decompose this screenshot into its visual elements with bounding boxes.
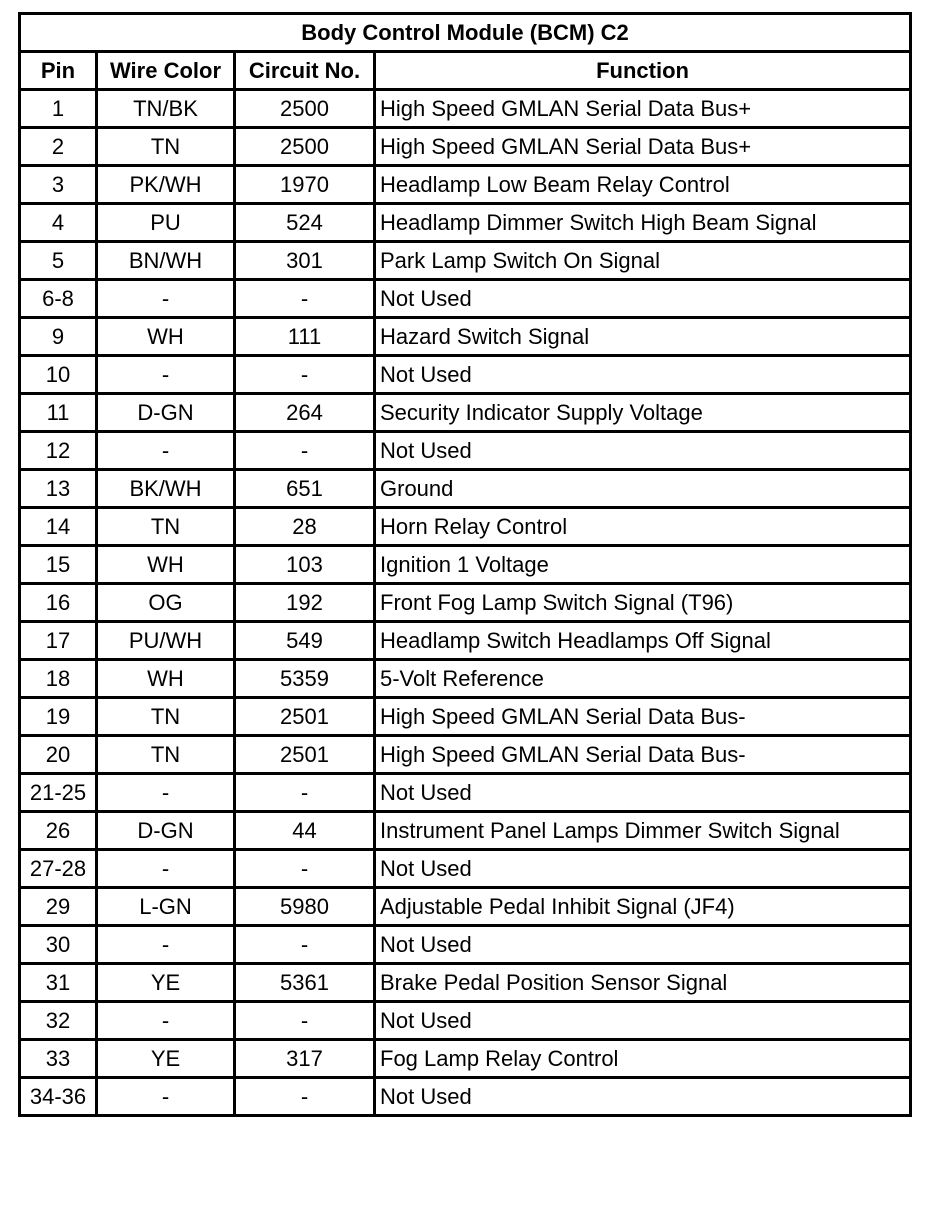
pin-cell: 21-25 [20, 774, 97, 812]
function-cell: Brake Pedal Position Sensor Signal [375, 964, 911, 1002]
pin-cell: 16 [20, 584, 97, 622]
table-row [20, 850, 911, 888]
circuit-no-cell: - [235, 774, 375, 812]
table-header-row [20, 52, 911, 90]
table-row [20, 470, 911, 508]
pin-cell: 30 [20, 926, 97, 964]
function-cell: Ground [375, 470, 911, 508]
wire-color-cell: L-GN [97, 888, 235, 926]
function-cell: Fog Lamp Relay Control [375, 1040, 911, 1078]
circuit-no-cell: - [235, 432, 375, 470]
function-cell: Horn Relay Control [375, 508, 911, 546]
pin-cell: 29 [20, 888, 97, 926]
table-row [20, 280, 911, 318]
function-cell: Adjustable Pedal Inhibit Signal (JF4) [375, 888, 911, 926]
header-wire-color: Wire Color [97, 52, 235, 90]
circuit-no-cell: 103 [235, 546, 375, 584]
circuit-no-cell: 5980 [235, 888, 375, 926]
wire-color-cell: - [97, 1078, 235, 1116]
connector-pinout-table [18, 12, 912, 1117]
table-row [20, 394, 911, 432]
wire-color-cell: D-GN [97, 812, 235, 850]
pin-cell: 13 [20, 470, 97, 508]
wire-color-cell: TN [97, 698, 235, 736]
circuit-no-cell: 192 [235, 584, 375, 622]
pin-cell: 2 [20, 128, 97, 166]
table-row [20, 508, 911, 546]
wire-color-cell: D-GN [97, 394, 235, 432]
table-row [20, 356, 911, 394]
function-cell: Headlamp Switch Headlamps Off Signal [375, 622, 911, 660]
function-cell: Hazard Switch Signal [375, 318, 911, 356]
wire-color-cell: PK/WH [97, 166, 235, 204]
pin-cell: 19 [20, 698, 97, 736]
function-cell: Security Indicator Supply Voltage [375, 394, 911, 432]
function-cell: Not Used [375, 356, 911, 394]
wire-color-cell: - [97, 356, 235, 394]
circuit-no-cell: - [235, 1078, 375, 1116]
circuit-no-cell: 5361 [235, 964, 375, 1002]
pin-cell: 18 [20, 660, 97, 698]
function-cell: Not Used [375, 850, 911, 888]
function-cell: Headlamp Dimmer Switch High Beam Signal [375, 204, 911, 242]
pin-cell: 31 [20, 964, 97, 1002]
pin-cell: 27-28 [20, 850, 97, 888]
table-row [20, 698, 911, 736]
table-row [20, 660, 911, 698]
function-cell: High Speed GMLAN Serial Data Bus+ [375, 128, 911, 166]
header-circuit-no: Circuit No. [235, 52, 375, 90]
circuit-no-cell: 549 [235, 622, 375, 660]
circuit-no-cell: 111 [235, 318, 375, 356]
header-function: Function [375, 52, 911, 90]
table-row [20, 812, 911, 850]
function-cell: Not Used [375, 774, 911, 812]
circuit-no-cell: 44 [235, 812, 375, 850]
function-cell: High Speed GMLAN Serial Data Bus+ [375, 90, 911, 128]
wire-color-cell: TN/BK [97, 90, 235, 128]
table-body [20, 90, 911, 1116]
circuit-no-cell: - [235, 1002, 375, 1040]
table-row [20, 1002, 911, 1040]
table-row [20, 90, 911, 128]
wire-color-cell: - [97, 280, 235, 318]
table-row [20, 166, 911, 204]
circuit-no-cell: - [235, 926, 375, 964]
pin-cell: 32 [20, 1002, 97, 1040]
function-cell: Not Used [375, 280, 911, 318]
table-row [20, 242, 911, 280]
pin-cell: 3 [20, 166, 97, 204]
table-row [20, 964, 911, 1002]
pin-cell: 12 [20, 432, 97, 470]
table-row [20, 204, 911, 242]
wire-color-cell: TN [97, 736, 235, 774]
wire-color-cell: BK/WH [97, 470, 235, 508]
table-row [20, 1078, 911, 1116]
wire-color-cell: - [97, 432, 235, 470]
pin-cell: 20 [20, 736, 97, 774]
function-cell: Headlamp Low Beam Relay Control [375, 166, 911, 204]
header-pin: Pin [20, 52, 97, 90]
table-row [20, 318, 911, 356]
circuit-no-cell: 2500 [235, 128, 375, 166]
table-row [20, 888, 911, 926]
circuit-no-cell: 28 [235, 508, 375, 546]
table-title-row [20, 14, 911, 52]
pin-cell: 11 [20, 394, 97, 432]
function-cell: High Speed GMLAN Serial Data Bus- [375, 736, 911, 774]
function-cell: Instrument Panel Lamps Dimmer Switch Signal [375, 812, 911, 850]
circuit-no-cell: 2501 [235, 736, 375, 774]
wire-color-cell: PU [97, 204, 235, 242]
wire-color-cell: BN/WH [97, 242, 235, 280]
circuit-no-cell: - [235, 356, 375, 394]
function-cell: Ignition 1 Voltage [375, 546, 911, 584]
circuit-no-cell: 5359 [235, 660, 375, 698]
circuit-no-cell: 301 [235, 242, 375, 280]
pin-cell: 4 [20, 204, 97, 242]
pin-cell: 14 [20, 508, 97, 546]
circuit-no-cell: 524 [235, 204, 375, 242]
function-cell: Park Lamp Switch On Signal [375, 242, 911, 280]
wire-color-cell: YE [97, 964, 235, 1002]
circuit-no-cell: 1970 [235, 166, 375, 204]
function-cell: High Speed GMLAN Serial Data Bus- [375, 698, 911, 736]
wire-color-cell: PU/WH [97, 622, 235, 660]
circuit-no-cell: 2500 [235, 90, 375, 128]
circuit-no-cell: 651 [235, 470, 375, 508]
table-row [20, 128, 911, 166]
table-row [20, 1040, 911, 1078]
wire-color-cell: WH [97, 318, 235, 356]
pin-cell: 17 [20, 622, 97, 660]
pin-cell: 34-36 [20, 1078, 97, 1116]
circuit-no-cell: 2501 [235, 698, 375, 736]
table-row [20, 622, 911, 660]
wire-color-cell: WH [97, 546, 235, 584]
table-row [20, 584, 911, 622]
wire-color-cell: YE [97, 1040, 235, 1078]
circuit-no-cell: - [235, 280, 375, 318]
wire-color-cell: TN [97, 128, 235, 166]
wire-color-cell: WH [97, 660, 235, 698]
pin-cell: 6-8 [20, 280, 97, 318]
circuit-no-cell: 317 [235, 1040, 375, 1078]
pin-cell: 15 [20, 546, 97, 584]
table-title: Body Control Module (BCM) C2 [20, 14, 911, 52]
pin-cell: 26 [20, 812, 97, 850]
function-cell: 5-Volt Reference [375, 660, 911, 698]
wire-color-cell: - [97, 774, 235, 812]
wire-color-cell: - [97, 1002, 235, 1040]
circuit-no-cell: - [235, 850, 375, 888]
wire-color-cell: - [97, 926, 235, 964]
function-cell: Not Used [375, 1078, 911, 1116]
wire-color-cell: - [97, 850, 235, 888]
pin-cell: 1 [20, 90, 97, 128]
pin-cell: 5 [20, 242, 97, 280]
function-cell: Front Fog Lamp Switch Signal (T96) [375, 584, 911, 622]
pin-cell: 10 [20, 356, 97, 394]
pin-cell: 33 [20, 1040, 97, 1078]
pin-cell: 9 [20, 318, 97, 356]
table-row [20, 736, 911, 774]
wire-color-cell: OG [97, 584, 235, 622]
table-row [20, 432, 911, 470]
table-row [20, 774, 911, 812]
function-cell: Not Used [375, 926, 911, 964]
wire-color-cell: TN [97, 508, 235, 546]
table-row [20, 926, 911, 964]
function-cell: Not Used [375, 1002, 911, 1040]
circuit-no-cell: 264 [235, 394, 375, 432]
table-row [20, 546, 911, 584]
function-cell: Not Used [375, 432, 911, 470]
